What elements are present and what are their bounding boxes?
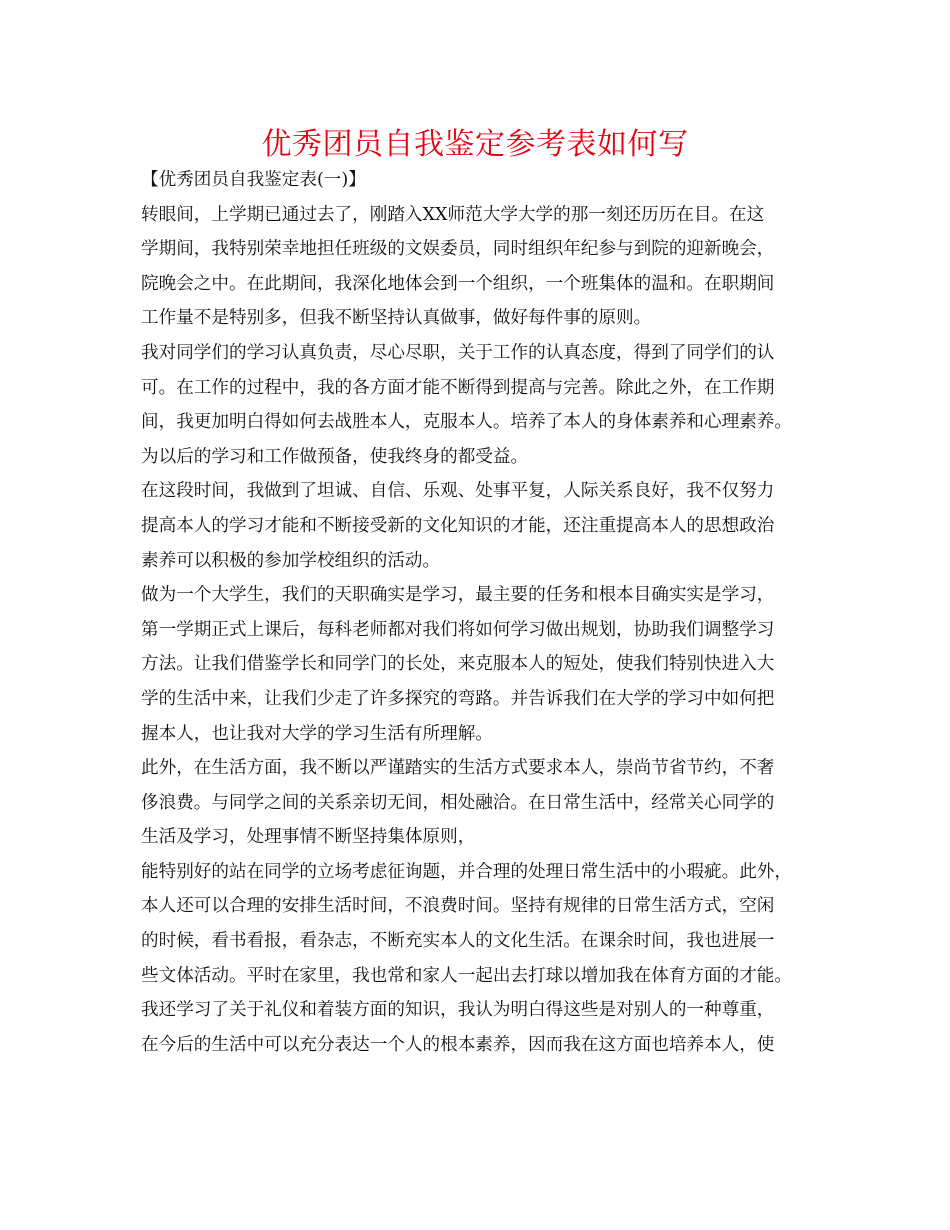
- text-line: 在这段时间，我做到了坦诚、自信、乐观、处事平复，人际关系良好，我不仅努力: [141, 481, 775, 502]
- text-line: 握本人，也让我对大学的学习生活有所理解。: [141, 723, 493, 744]
- text-line: 在今后的生活中可以充分表达一个人的根本素养，因而我在这方面也培养本人，使: [141, 1034, 775, 1055]
- document-body: [141, 163, 841, 1062]
- text-line: 的时候，看书看报，看杂志，不断充实本人的文化生活。在课余时间，我也进展一: [141, 931, 775, 952]
- text-line: 院晚会之中。在此期间，我深化地体会到一个组织，一个班集体的温和。在职期间: [141, 273, 775, 294]
- text-line: 可。在工作的过程中，我的各方面才能不断得到提高与完善。除此之外，在工作期: [141, 377, 775, 398]
- text-line: 学的生活中来，让我们少走了许多探究的弯路。并告诉我们在大学的学习中如何把: [141, 688, 775, 709]
- text-line: 工作量不是特别多，但我不断坚持认真做事，做好每件事的原则。: [141, 308, 652, 329]
- section-heading: 【优秀团员自我鉴定表(一)】: [141, 170, 366, 190]
- text-line: 学期间，我特别荣幸地担任班级的文娱委员，同时组织年纪参与到院的迎新晚会，: [141, 239, 775, 260]
- text-line: 生活及学习，处理事情不断坚持集体原则，: [141, 827, 476, 848]
- text-line: 做为一个大学生，我们的天职确实是学习，最主要的任务和根本目确实实是学习，: [141, 585, 775, 606]
- text-line: 转眼间，上学期已通过去了，刚踏入XX师范大学大学的那一刻还历历在目。在这: [141, 204, 765, 225]
- text-line: 些文体活动。平时在家里，我也常和家人一起出去打球以增加我在体育方面的才能。: [141, 965, 792, 986]
- text-line: 能特别好的站在同学的立场考虑征询题，并合理的处理日常生活中的小瑕疵。此外，: [141, 861, 792, 882]
- text-line: 我对同学们的学习认真负责，尽心尽职，关于工作的认真态度，得到了同学们的认: [141, 342, 775, 363]
- text-line: 方法。让我们借鉴学长和同学门的长处，来克服本人的短处，使我们特别快进入大: [141, 654, 775, 675]
- page-title: 优秀团员自我鉴定参考表如何写: [261, 127, 689, 162]
- text-line: 素养可以积极的参加学校组织的活动。: [141, 550, 441, 571]
- text-line: 此外，在生活方面，我不断以严谨踏实的生活方式要求本人，崇尚节省节约，不奢: [141, 758, 775, 779]
- text-line: 我还学习了关于礼仪和着装方面的知识，我认为明白得这些是对别人的一种尊重，: [141, 1000, 775, 1021]
- text-line: 第一学期正式上课后，每科老师都对我们将如何学习做出规划，协助我们调整学习: [141, 619, 775, 640]
- text-line: 为以后的学习和工作做预备，使我终身的都受益。: [141, 446, 529, 467]
- text-line: 本人还可以合理的安排生活时间，不浪费时间。坚持有规律的日常生活方式，空闲: [141, 896, 775, 917]
- text-line: 提高本人的学习才能和不断接受新的文化知识的才能，还注重提高本人的思想政治: [141, 515, 775, 536]
- text-line: 侈浪费。与同学之间的关系亲切无间，相处融洽。在日常生活中，经常关心同学的: [141, 792, 775, 813]
- text-line: 间，我更加明白得如何去战胜本人，克服本人。培养了本人的身体素养和心理素养。: [141, 412, 792, 433]
